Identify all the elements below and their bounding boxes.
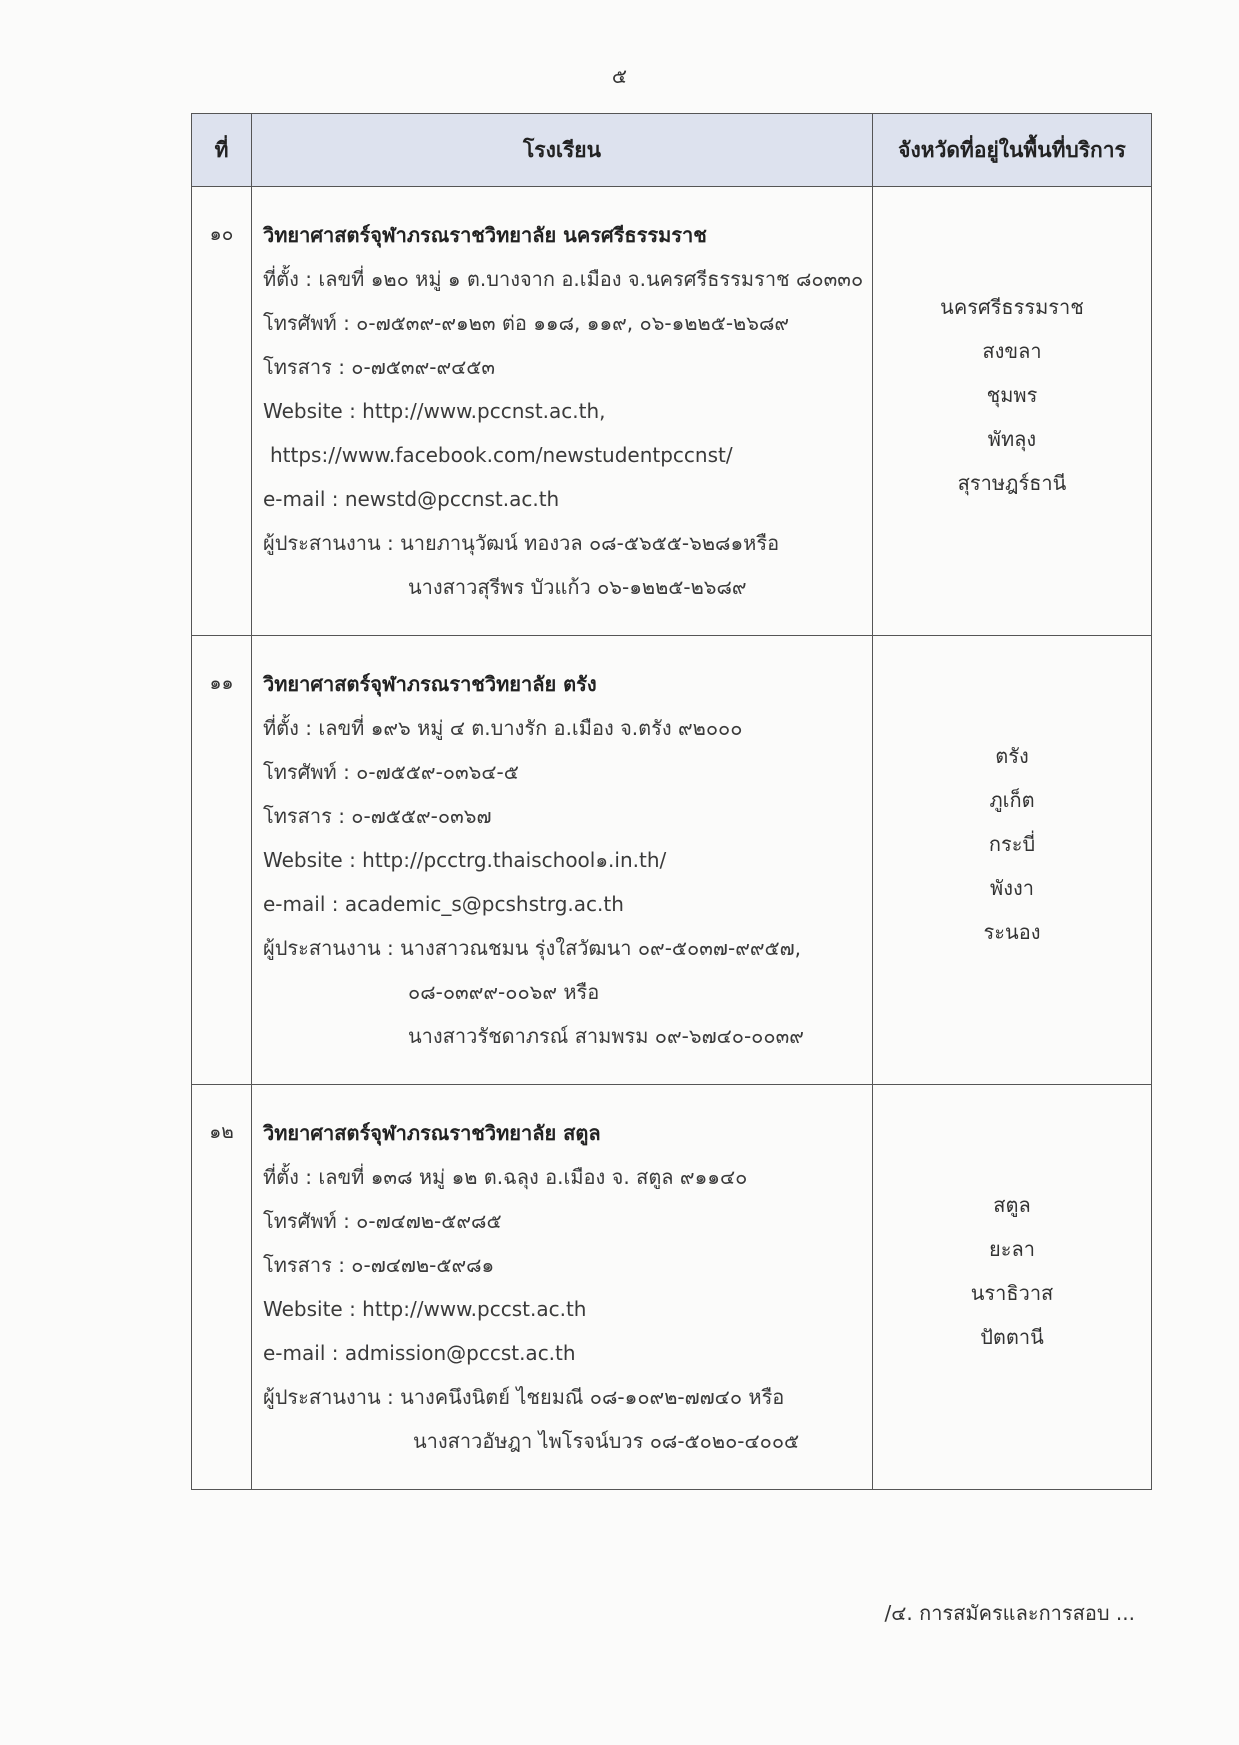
school-email[interactable]: e-mail : newstd@pccnst.ac.th [263, 487, 560, 511]
next-page-continuation: /๔. การสมัครและการสอบ ... [884, 1601, 1135, 1625]
province-item: พัทลุง [987, 427, 1037, 451]
province-item: ยะลา [989, 1237, 1035, 1261]
province-item: ระนอง [983, 920, 1041, 944]
school-coordinator: ผู้ประสานงาน : นายภานุวัฒน์ ทองวล ๐๘-๕๖๕๕-๖๒๘๑หรือ [263, 531, 780, 555]
province-item: ตรัง [995, 744, 1029, 768]
row-number: ๑๑ [192, 636, 252, 1085]
school-phone: โทรศัพท์ : ๐-๗๔๗๒-๕๙๘๕ [263, 1209, 502, 1233]
school-coordinator-2: นางสาวสุรีพร บัวแก้ว ๐๖-๑๒๒๕-๒๖๘๙ [408, 575, 747, 599]
school-coordinator-2: ๐๘-๐๓๙๙-๐๐๖๙ หรือ [408, 980, 600, 1004]
page-number: ๕ [611, 64, 628, 88]
school-coordinator-2: นางสาวอัษฎา ไพโรจน์บวร ๐๘-๕๐๒๐-๔๐๐๕ [413, 1429, 800, 1453]
school-info [252, 187, 873, 636]
school-website[interactable]: Website : http://pcctrg.thaischool๑.in.th/ [263, 848, 667, 872]
school-name: วิทยาศาสตร์จุฬาภรณราชวิทยาลัย นครศรีธรรมราช [263, 223, 707, 247]
province-item: สุราษฎร์ธานี [957, 471, 1067, 495]
province-item: นราธิวาส [970, 1281, 1054, 1305]
school-info [252, 1085, 873, 1490]
province-item: ภูเก็ต [989, 788, 1035, 812]
table-row [192, 636, 1152, 1085]
school-coordinator: ผู้ประสานงาน : นางคนึงนิตย์ ไชยมณี ๐๘-๑๐๙๒-๗๗๔๐ หรือ [263, 1385, 785, 1409]
province-item: สงขลา [982, 339, 1042, 363]
school-name: วิทยาศาสตร์จุฬาภรณราชวิทยาลัย สตูล [263, 1121, 601, 1145]
school-fax: โทรสาร : ๐-๗๕๓๙-๙๔๕๓ [263, 355, 496, 379]
header-province: จังหวัดที่อยู่ในพื้นที่บริการ [873, 114, 1152, 187]
row-number: ๑๒ [192, 1085, 252, 1490]
school-website[interactable]: Website : http://www.pccst.ac.th [263, 1297, 587, 1321]
school-email[interactable]: e-mail : admission@pccst.ac.th [263, 1341, 576, 1365]
school-info [252, 636, 873, 1085]
school-phone: โทรศัพท์ : ๐-๗๕๓๙-๙๑๒๓ ต่อ ๑๑๘, ๑๑๙, ๐๖-๑๒๒๕-๒๖๘๙ [263, 311, 790, 335]
table-row [192, 1085, 1152, 1490]
province-item: ปัตตานี [980, 1325, 1044, 1349]
province-item: สตูล [993, 1193, 1031, 1217]
province-item: ชุมพร [986, 383, 1038, 407]
school-fax: โทรสาร : ๐-๗๕๕๙-๐๓๖๗ [263, 804, 492, 828]
province-list [873, 187, 1152, 636]
school-website-facebook[interactable]: https://www.facebook.com/newstudentpccnst/ [270, 443, 733, 467]
province-item: นครศรีธรรมราช [940, 295, 1084, 319]
school-table [191, 113, 1152, 1490]
school-address: ที่ตั้ง : เลขที่ ๑๓๘ หมู่ ๑๒ ต.ฉลุง อ.เมือง จ. สตูล ๙๑๑๔๐ [263, 1165, 748, 1189]
school-fax: โทรสาร : ๐-๗๔๗๒-๕๙๘๑ [263, 1253, 495, 1277]
province-list [873, 636, 1152, 1085]
school-website[interactable]: Website : http://www.pccnst.ac.th, [263, 399, 606, 423]
school-name: วิทยาศาสตร์จุฬาภรณราชวิทยาลัย ตรัง [263, 672, 597, 696]
province-item: พังงา [990, 876, 1034, 900]
province-list [873, 1085, 1152, 1490]
school-coordinator: ผู้ประสานงาน : นางสาวณชมน รุ่งใสวัฒนา ๐๙-๕๐๓๗-๙๙๕๗, [263, 936, 802, 960]
school-address: ที่ตั้ง : เลขที่ ๑๙๖ หมู่ ๔ ต.บางรัก อ.เมือง จ.ตรัง ๙๒๐๐๐ [263, 716, 743, 740]
school-coordinator-3: นางสาวรัชดาภรณ์ สามพรม ๐๙-๖๗๔๐-๐๐๓๙ [408, 1024, 804, 1048]
header-school: โรงเรียน [252, 114, 873, 187]
table-row [192, 187, 1152, 636]
school-address: ที่ตั้ง : เลขที่ ๑๒๐ หมู่ ๑ ต.บางจาก อ.เมือง จ.นครศรีธรรมราช ๘๐๓๓๐ [263, 267, 864, 291]
province-item: กระบี่ [988, 832, 1036, 856]
table-header-row [192, 114, 1152, 187]
row-number: ๑๐ [192, 187, 252, 636]
school-email[interactable]: e-mail : academic_s@pcshstrg.ac.th [263, 892, 624, 916]
header-no: ที่ [192, 114, 252, 187]
school-phone: โทรศัพท์ : ๐-๗๕๕๙-๐๓๖๔-๕ [263, 760, 519, 784]
